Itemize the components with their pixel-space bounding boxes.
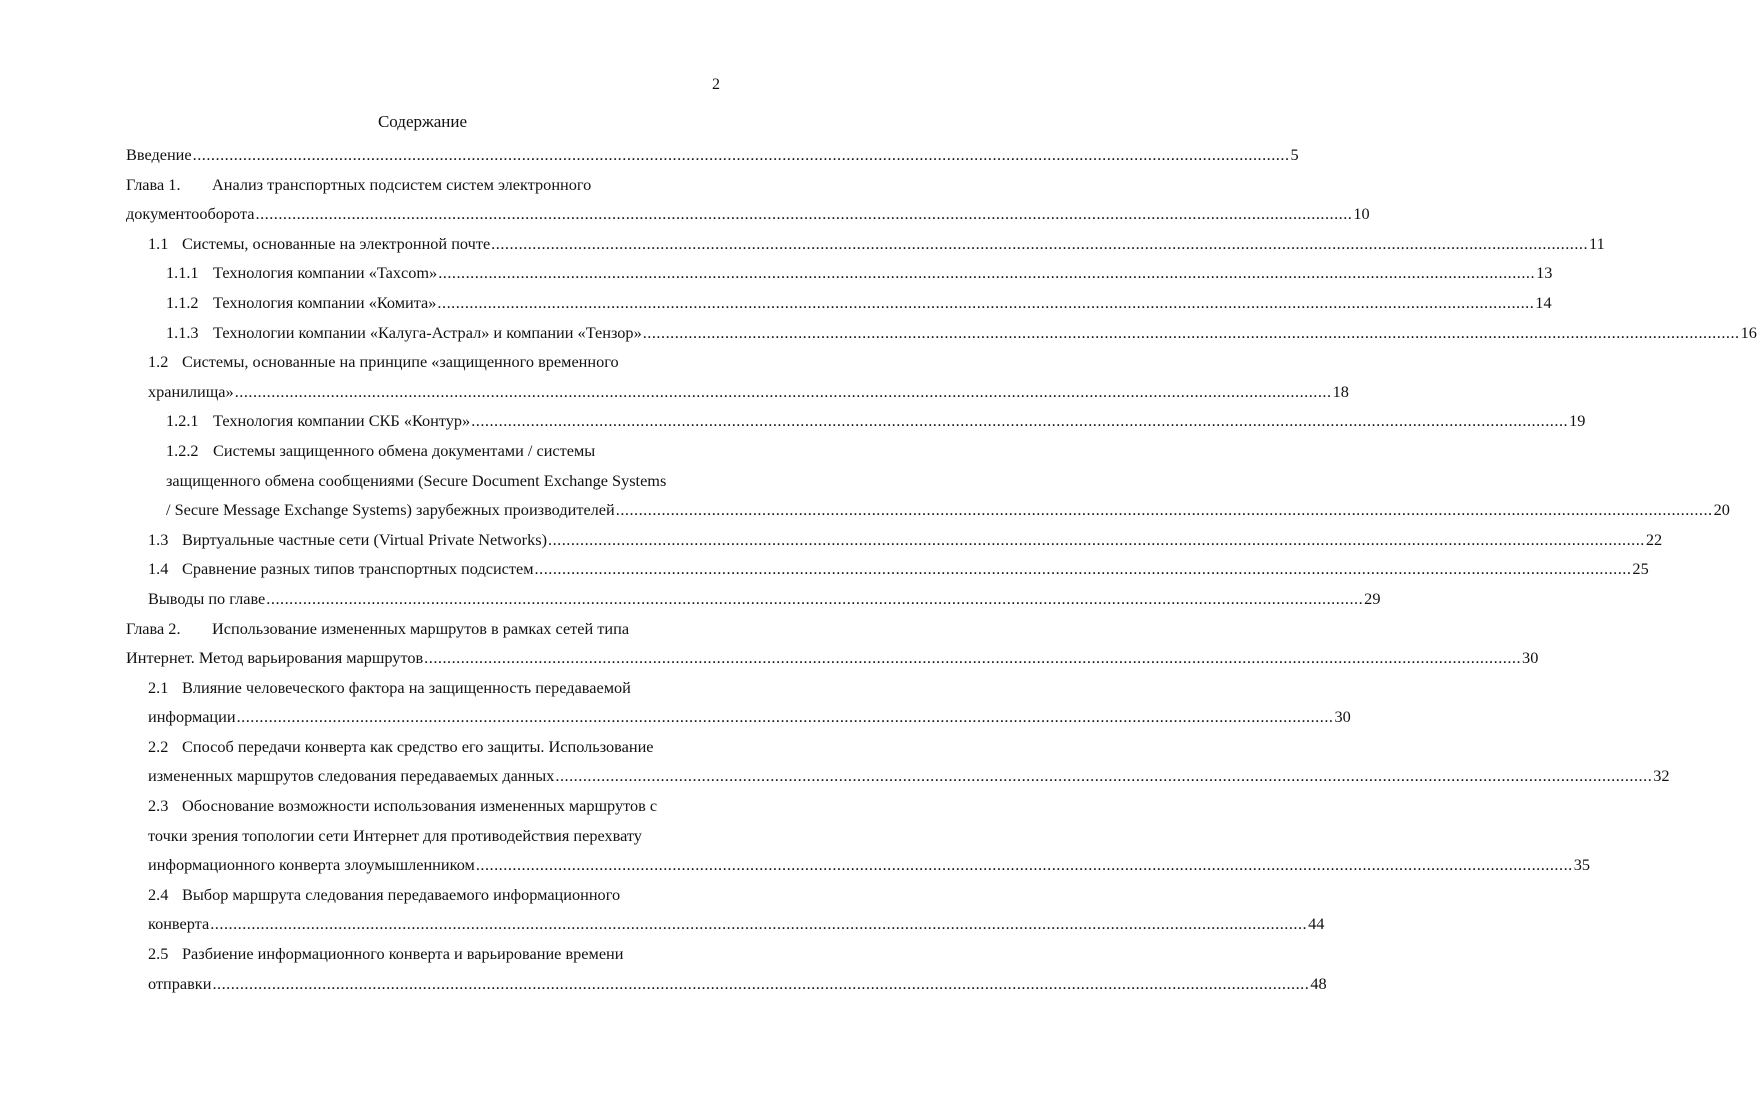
toc-page-number: 29 <box>1364 588 1381 608</box>
dot-leader: ................................................................................................................................................................................................................................................ <box>255 204 1353 224</box>
table-of-contents <box>0 140 1757 998</box>
dot-leader: ................................................................................................................................................................................................................................................ <box>424 648 1522 668</box>
toc-entry-title: информации <box>148 707 236 727</box>
toc-entry-number: 1.3 <box>148 529 169 549</box>
toc-entry-number: Глава 1. <box>126 174 181 194</box>
toc-entry-title: Системы защищенного обмена документами / системы <box>213 440 596 460</box>
dot-leader: ................................................................................................................................................................................................................................................ <box>615 500 1713 520</box>
toc-entry-title: документооборота <box>126 204 255 224</box>
toc-entry-number: 1.1.2 <box>166 292 199 312</box>
toc-page-number: 30 <box>1522 648 1539 668</box>
toc-entry-number: 2.1 <box>148 677 169 697</box>
toc-entry-title: Использование измененных маршрутов в рамках сетей типа <box>212 618 630 638</box>
toc-page-number: 13 <box>1536 263 1553 283</box>
toc-entry[interactable] <box>0 673 1351 732</box>
toc-entry[interactable] <box>0 406 1586 436</box>
toc-entry-title: Технология компании «Taxcom» <box>213 263 438 283</box>
toc-entry-number: 2.3 <box>148 796 169 816</box>
dot-leader: ................................................................................................................................................................................................................................................ <box>471 411 1569 431</box>
toc-entry[interactable] <box>0 614 1539 673</box>
dot-leader: ................................................................................................................................................................................................................................................ <box>642 322 1740 342</box>
toc-entry[interactable] <box>0 170 1370 229</box>
toc-entry-title: защищенного обмена сообщениями (Secure Document Exchange Systems <box>166 470 667 490</box>
toc-entry[interactable] <box>0 732 1670 791</box>
toc-entry-title: Технология компании «Комита» <box>213 292 437 312</box>
toc-entry[interactable] <box>0 939 1327 998</box>
toc-entry-number: Глава 2. <box>126 618 181 638</box>
toc-entry-title: Разбиение информационного конверта и варьирование времени <box>182 944 624 964</box>
toc-entry-title: Интернет. Метод варьирования маршрутов <box>126 648 424 668</box>
toc-page-number: 10 <box>1353 204 1370 224</box>
toc-page-number: 35 <box>1573 855 1590 875</box>
toc-entry-number: 1.2.2 <box>166 440 199 460</box>
toc-entry-title: хранилища» <box>148 381 234 401</box>
toc-page-number: 48 <box>1310 973 1327 993</box>
dot-leader: ................................................................................................................................................................................................................................................ <box>548 529 1645 549</box>
toc-entry-number: 2.4 <box>148 884 169 904</box>
toc-entry-title: Выводы по главе <box>148 588 266 608</box>
dot-leader: ................................................................................................................................................................................................................................................ <box>491 233 1589 253</box>
toc-entry-number: 1.4 <box>148 559 169 579</box>
toc-page-number: 11 <box>1589 233 1605 253</box>
toc-entry-title: Сравнение разных типов транспортных подсистем <box>182 559 534 579</box>
dot-leader: ................................................................................................................................................................................................................................................ <box>192 145 1290 164</box>
toc-page-number: 19 <box>1569 411 1586 431</box>
dot-leader: ................................................................................................................................................................................................................................................ <box>212 973 1310 993</box>
toc-entry[interactable] <box>0 347 1349 406</box>
toc-entry-title: / Secure Message Exchange Systems) зарубежных производителей <box>166 500 615 520</box>
toc-page-number: 14 <box>1535 292 1552 312</box>
toc-entry[interactable] <box>0 229 1605 259</box>
toc-title: Содержание <box>377 112 468 131</box>
toc-entry-title: Анализ транспортных подсистем систем электронного <box>212 174 592 194</box>
toc-page-number: 5 <box>1290 145 1299 164</box>
toc-entry-title: Системы, основанные на электронной почте <box>182 233 491 253</box>
toc-entry-title: точки зрения топологии сети Интернет для противодействия перехвату <box>148 825 642 845</box>
toc-page-number: 32 <box>1653 766 1670 786</box>
toc-entry-number: 1.2.1 <box>166 411 199 431</box>
toc-entry-title: Влияние человеческого фактора на защищенность передаваемой <box>182 677 631 697</box>
dot-leader: ................................................................................................................................................................................................................................................ <box>555 766 1653 786</box>
toc-entry[interactable] <box>0 436 1730 525</box>
toc-entry[interactable] <box>0 288 1552 318</box>
toc-entry-title: Обоснование возможности использования измененных маршрутов с <box>182 796 658 816</box>
toc-entry-number: 2.5 <box>148 944 169 964</box>
toc-entry-title: измененных маршрутов следования передаваемых данных <box>148 766 555 786</box>
toc-entry-title: информационного конверта злоумышленником <box>148 855 475 875</box>
toc-page-number: 16 <box>1740 322 1757 342</box>
toc-page-number: 25 <box>1632 559 1649 579</box>
toc-entry-number: 1.2 <box>148 352 169 372</box>
toc-entry-title: Технология компании СКБ «Контур» <box>213 411 471 431</box>
toc-entry[interactable] <box>0 140 1299 170</box>
toc-entry-number: 1.1 <box>148 233 169 253</box>
toc-entry-title: Введение <box>126 145 192 164</box>
toc-entry[interactable] <box>0 525 1663 555</box>
toc-entry-number: 1.1.1 <box>166 263 199 283</box>
dot-leader: ................................................................................................................................................................................................................................................ <box>534 559 1632 579</box>
dot-leader: ................................................................................................................................................................................................................................................ <box>438 263 1536 283</box>
toc-entry[interactable] <box>0 584 1381 614</box>
toc-page-number: 22 <box>1645 529 1663 549</box>
toc-entry-number: 1.1.3 <box>166 322 199 342</box>
dot-leader: ................................................................................................................................................................................................................................................ <box>266 588 1364 608</box>
dot-leader: ................................................................................................................................................................................................................................................ <box>236 707 1334 727</box>
toc-entry[interactable] <box>0 880 1325 939</box>
toc-page-number: 30 <box>1334 707 1351 727</box>
toc-entry-title: конверта <box>148 914 210 934</box>
toc-entry[interactable] <box>0 791 1590 880</box>
toc-entry[interactable] <box>0 258 1553 288</box>
toc-entry-title: Системы, основанные на принципе «защищенного временного <box>182 352 619 372</box>
toc-entry[interactable] <box>0 554 1649 584</box>
toc-entry[interactable] <box>0 318 1757 348</box>
toc-entry-title: Виртуальные частные сети (Virtual Private Networks) <box>182 529 547 549</box>
toc-entry-number: 2.2 <box>148 736 169 756</box>
dot-leader: ................................................................................................................................................................................................................................................ <box>437 292 1535 312</box>
dot-leader: ................................................................................................................................................................................................................................................ <box>210 914 1308 934</box>
toc-entry-title: Выбор маршрута следования передаваемого информационного <box>182 884 621 904</box>
dot-leader: ................................................................................................................................................................................................................................................ <box>234 381 1332 401</box>
page-number: 2 <box>712 76 720 93</box>
toc-page-number: 44 <box>1308 914 1325 934</box>
toc-page-number: 18 <box>1332 381 1349 401</box>
dot-leader: ................................................................................................................................................................................................................................................ <box>475 855 1573 875</box>
toc-page-number: 20 <box>1713 500 1730 520</box>
toc-entry-title: отправки <box>148 973 212 993</box>
toc-entry-title: Способ передачи конверта как средство его защиты. Использование <box>182 736 654 756</box>
toc-entry-title: Технологии компании «Калуга-Астрал» и компании «Тензор» <box>213 322 642 342</box>
